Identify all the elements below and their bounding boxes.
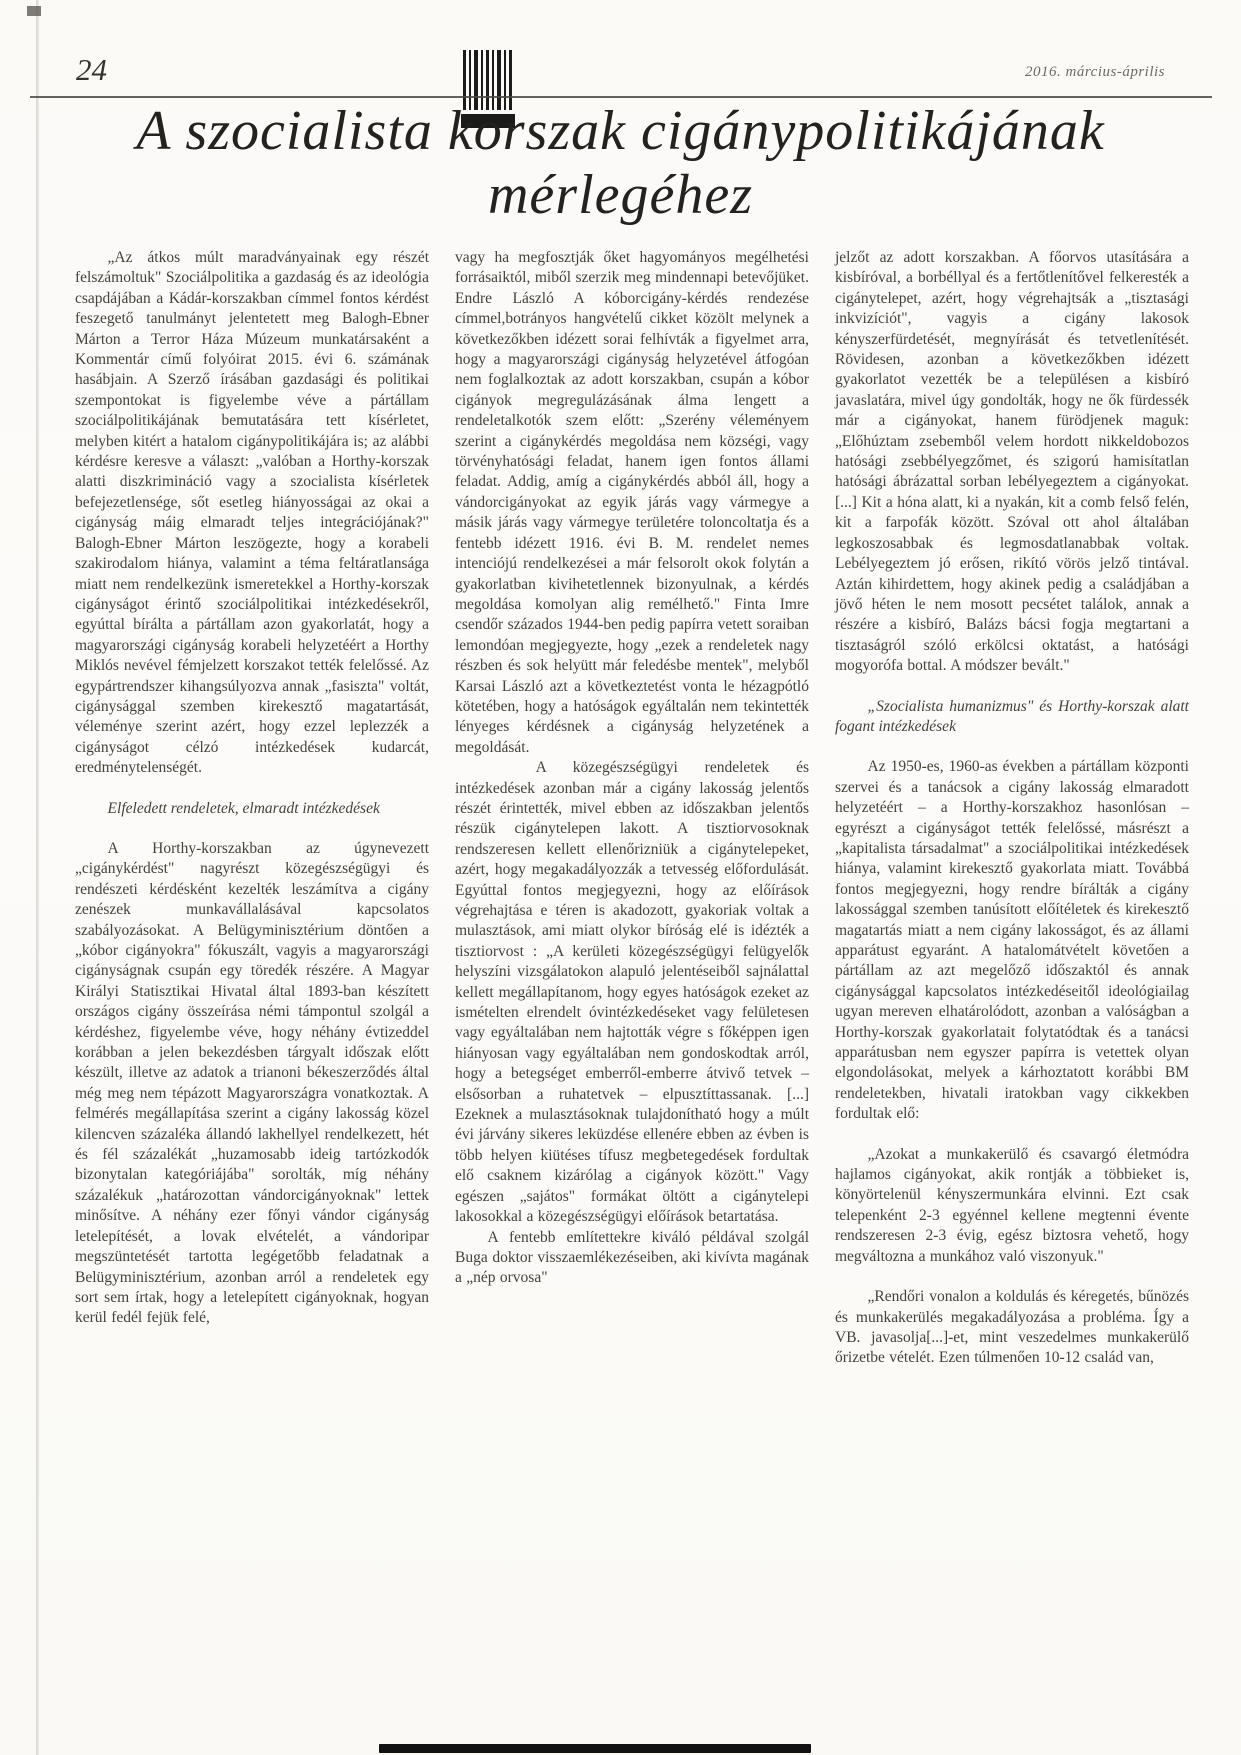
paragraph: Az 1950-es, 1960-as években a pártállam központi szervei és a tanácsok a cigány lakosság elmaradott helyzetéért – a Horthy-korszakhoz hasonlósan – egyrészt a cigányságot tették felelőssé, másrészt a „kapitalista társadalmat" a szociálpolitikai intézkedések hiánya, valamint kirekesztő gyakorlata miatt. Továbbá fontos megjegyezni, hogy rendre bírálták a cigány lakossággal szemben tanúsított előítéletek és kirekesztő magatartás miatt a nem cigány lakosságot, és az állami apparátust egyaránt. A hatalomátvételt követően a pártállam az azt megelőző időszaktól és annak cigánysággal kapcsolatos intézkedéseitől ideológiailag ugyan mereven elhatárolódott, azonban a valóságban a Horthy-korszak gyakorlatait folytatódtak és a tanácsi apparátusban nem egyszer papírra is vetettek olyan elgondolásokat, melyek a kárhoztatott korábbi BM rendeletekben, hivatali iratokban vagy cikkekben fordultak elő: [835,758,1189,1123]
header-rule [30,96,1212,98]
paragraph: A Horthy-korszakban az úgynevezett „cigánykérdést" nagyrészt közegészségügyi és rendészeti kérdésként kezelték leszámítva a cigány zenészek munkavállalásával kapcsolatos szabályozásokat. A Belügyminisztérium döntően a „kóbor cigányokra" fókuszált, vagyis a magyarországi cigányságnak csupán egy töredék részére. A Magyar Királyi Statisztikai Hivatal által 1893-ban készített országos cigány összeírása némi támpontul szolgál a kérdéshez, figyelembe véve, hogy néhány évtizeddel korábban a jelen bekezdésben tárgyalt időszak előtt készült, illetve az adatok a trianoni békeszerződés által még meg nem tépázott Magyarországra vonatkoztak. A felmérés megállapítása szerint a cigány lakosság közel kilencven százaléka állandó lakhellyel rendelkezett, hét és fél százalékát „huzamosabb ideig tartózkodók bizonytalan kategóriájába" sorolták, míg néhány százalékuk „határozottan vándorcigányoknak" lettek minősítve. A néhány ezer főnyi vándor cigányság letelepítését, a lovak elvételét, a vándoripar megszüntetését tartotta legégetőbb feladatnak a Belügyminisztérium, azonban arról a rendeletek egy sort sem írtak, hogy a letelepített cigányoknak, hogyan kerül fedél fejük felé, [75,839,429,1327]
article-title-line1: A szocialista korszak cigánypolitikájának [136,100,1105,162]
article-title-line2: mérlegéhez [487,164,753,226]
page-number: 24 [76,52,107,87]
scan-edge-line [36,0,39,1755]
paragraph: „Rendőri vonalon a koldulás és kéregetés, bűnözés és munkakerülés megakadályozása a probléma. Így a VB. javasolja[...]-et, mint veszedelmes munkakerülő őrizetbe vételét. Ezen túlmenően 10-12 család van, [835,1288,1189,1367]
article-title [0,99,1241,227]
paragraph: A fentebb említettekre kiváló példával szolgál Buga doktor visszaemlékezéseiben, aki kivívta magának a „nép orvosa" [455,1228,809,1287]
paragraph: „Azokat a munkakerülő és csavargó életmódra hajlamos cigányokat, akik rontják a többieket is, könyörtelenül kényszermunkára elvinni. Ezt csak telepenként 2-3 egyénnel kellene megtenni évente rendszeresen 2-3 évig, egész biztosra vehető, hogy megváltozna a munkához való viszonyuk." [835,1145,1189,1265]
paragraph: vagy ha megfosztják őket hagyományos megélhetési forrásaiktól, miből szerzik meg mindennapi betevőjüket. Endre László A kóborcigány-kérdés rendezése címmel,botrányos hangvételű cikket közölt melynek a következőkben idézett sorai felhívták a figyelmet arra, hogy a magyarországi cigányság helyzetével átfogóan nem foglalkoztak az adott korszakban, csupán a kóbor cigányok megregulázásának álma lengett a rendeletalkotók szem előtt: „Szerény véleményem szerint a cigánykérdés megoldása nem községi, vagy törvényhatósági feladat, hanem igen fontos állami feladat. Addig, amíg a cigánykérdés abból áll, hogy a vándorcigányokat az egyik járás vagy vármegye a másik járás vagy vármegye területére toloncoltatja és a fentebb idézett 1916. évi B. M. rendelet nemes intenciójú rendelkezései a már felsorolt okok folytán a gyakorlatban kivihetetlennek bizonyulnak, a kérdés megoldása komolyan alig remélhető." Finta Imre csendőr százados 1944-ben pedig papírra vetett soraiban lemondóan megjegyezte, hogy „ezek a rendeletek nagy részben és sok helyütt már feledésbe mentek", melyből Karsai László azt a következtetést vonta le hézagpótló kötetében, hogy a hatóságok egyáltalán nem tekintették lényeges kérdésnek a cigányság helyzetének a megoldását. [455,249,809,756]
paragraph: jelzőt az adott korszakban. A főorvos utasítására a kisbíróval, a borbéllyal és a fertőtlenítővel felkeresték a cigánytelepet, azért, hogy végrehajtsák a „tisztasági inkvizíciót", vagyis a cigány lakosok kényszerfürdetését, megnyírását és tetvetlenítését. Rövidesen, azonban a következőkben idézett gyakorlatot vezették be a településen a kisbíró javaslatára, mivel úgy gondolták, hogy ne ők fürdessék már a cigányokat, hanem fürödjenek maguk: „Előhúztam zsebemből velem hordott nikkeldobozos hatósági zsebbélyegzőmet, és szigorú hamisítatlan hatósági ábrázattal sorban lebélyegeztem a cigányokat. [...] Kit a hóna alatt, ki a nyakán, kit a comb felső felén, kit a farpofák között. Szóval ott ahol általában legkoszosabbak és legmosdatlanabbak voltak. Lebélyegeztem jó erősen, rikító vörös jelző tintával. Aztán kihirdettem, hogy akinek pedig a családjában a jövő héten le nem mosott pecsétet találok, annak a részére a kisbíró, Balázs bácsi fogja megtartani a tisztaságról szóló erkölcsi oktatást, a hatósági mogyorófa bottal. A módszer bevált." [835,249,1189,675]
column-1 [75,248,429,1369]
column-3 [835,248,1189,1369]
paragraph: A közegészségügyi rendeletek és intézkedések azonban már a cigány lakosság jelentős részét érintették, mivel ebben az időszakban jelentős részük cigánytelepen lakott. A tisztiorvosoknak rendszeresen kellett ellenőrizniük a cigánytelepeket, azért, hogy megakadályozzák a tetvesség előfordulását. Egyúttal fontos megjegyezni, hogy az előírások végrehajtása e téren is akadozott, gyakoriak voltak a mulasztások, ami miatt olykor bíróság elé is idézték a tisztiorvost : „A kerületi közegészségügyi felügyelők helyszíni vizsgálatokon alapuló jelentéseiből sajnálattal kellett megállapítanom, hogy egyes hatóságok ezeket az ismételten elrendelt óvintézkedéseket vagy felületesen vagy egyáltalában nem hajtották végre s főképpen igen hiányosan vagy egyáltalában nem gondoskodtak arról, hogy a betegséget emberről-emberre átvivő tetvek – elsősorban a ruhatetvek – elpusztíttassanak. [...] Ezeknek a mulasztásoknak tulajdonítható hogy a múlt évi járvány sikeres leküzdése ellenére ebben az évben is több helyen kiütéses tífusz megbetegedések fordultak elő csaknem kizárólag a cigányok között." Vagy egészen „sajátos" formákat öltött a cigánytelepi lakosokkal a közegészségügyi előírások betartatása. [455,759,809,1226]
scan-speck [27,6,41,16]
column-2 [455,248,809,1369]
issue-date: 2016. március-április [1025,64,1165,80]
section-heading: Elfeledett rendeletek, elmaradt intézkedések [107,799,380,817]
scan-artifact-bar [379,1744,811,1753]
section-heading: „Szocialista humanizmus" és Horthy-korszak alatt fogant intézkedések [835,697,1189,735]
paragraph: „Az átkos múlt maradványainak egy részét felszámoltuk" Szociálpolitika a gazdaság és az ideológia csapdájában a Kádár-korszakban címmel fontos kérdést feszegető tanulmányt jelentetett meg Balogh-Ebner Márton a Terror Háza Múzeum munkatársaként a Kommentár című folyóirat 2015. évi 6. számának hasábjain. A Szerző írásában gazdasági és politikai szempontokat is figyelembe véve a pártállam szociálpolitikájának bemutatására tett kísérletet, melyben kitért a hatalom cigánypolitikájára is; az alábbi kérdésre keresve a választ: „valóban a Horthy-korszak alatti diszkrimináció vagy a szocialista kísérletek befejezetlensége, sőt esetleg hiányosságai az okai a cigányság máig elmaradt teljes integrációjának?" Balogh-Ebner Márton leszögezte, hogy a korabeli szakirodalom hiánya, valamint a téma feltáratlansága miatt nem rendelkezünk ismeretekkel a Horthy-korszak cigányságot érintő szociálpolitikai intézkedésekről, egyúttal bírálta a pártállam azon gyakorlatát, hogy a magyarországi cigányság korabeli helyzetéért a Horthy Miklós nevével fémjelzett korszakot tették felelőssé. Az egypártrendszer kihangsúlyozva annak „fasiszta" voltát, cigánysággal szemben kirekesztő magatartását, véleménye szerint azért, hogy ezzel leplezzék a cigányságot célzó intézkedések kudarcát, eredménytelenségét. [75,249,429,777]
article-body [75,248,1189,1369]
